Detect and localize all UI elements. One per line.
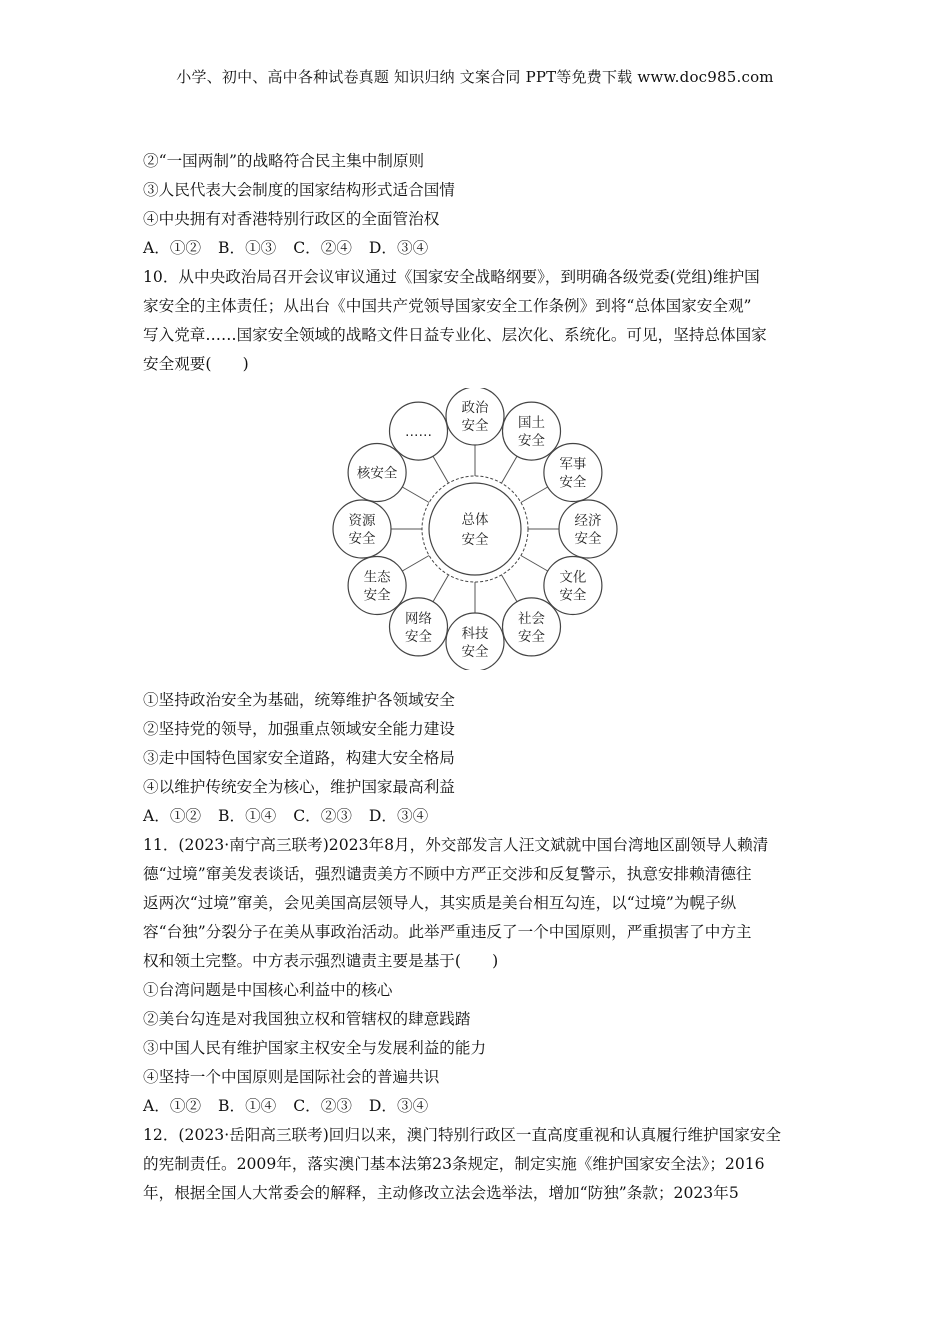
q12-stem-line: 的宪制责任。2009年，落实澳门基本法第23条规定，制定实施《维护国家安全法》；2016 — [143, 1155, 765, 1173]
q11-option-3: ③中国人民有维护国家主权安全与发展利益的能力 — [143, 1039, 487, 1057]
diagram-node-circle — [333, 500, 391, 558]
q10-option-1: ①坚持政治安全为基础，统筹维护各领域安全 — [143, 691, 455, 709]
diagram-node-label: 安全 — [461, 644, 489, 660]
center-label-line2: 安全 — [461, 532, 489, 548]
q9-answer-c: C．②④ — [293, 239, 352, 257]
q10-stem-line: 10．从中央政治局召开会议审议通过《国家安全战略纲要》，到明确各级党委(党组)维护国 — [143, 268, 760, 286]
diagram-node-label: 军事 — [559, 456, 587, 473]
q11-stem-line: 11．(2023·南宁高三联考)2023年8月，外交部发言人汪文斌就中国台湾地区副领导人赖清 — [143, 836, 769, 854]
diagram-spoke — [402, 556, 429, 572]
diagram-node-label: 安全 — [559, 587, 587, 604]
q10-stem-line: 安全观要( ) — [143, 355, 249, 373]
diagram-spoke — [502, 575, 518, 602]
q11-stem-line: 德“过境”窜美发表谈话，强烈谴责美方不顾中方严正交涉和反复警示，执意安排赖清德往 — [143, 865, 752, 883]
q10-option-4: ④以维护传统安全为核心，维护国家最高利益 — [143, 778, 455, 796]
diagram-node-label: 安全 — [363, 587, 391, 604]
q9-option-4: ④中央拥有对香港特别行政区的全面管治权 — [143, 210, 440, 228]
diagram-node-label: 安全 — [405, 628, 432, 645]
q11-answer-a: A．①② — [143, 1097, 202, 1115]
q9-answer-a: A．①② — [143, 239, 202, 257]
q11-stem-line: 返两次“过境”窜美，会见美国高层领导人，其实质是美台相互勾连，以“过境”为幌子纵 — [143, 894, 737, 912]
diagram-node-label: …… — [405, 424, 432, 441]
q11-answer-c: C．②③ — [293, 1097, 352, 1115]
q12-stem-line: 12．(2023·岳阳高三联考)回归以来，澳门特别行政区一直高度重视和认真履行维护国家安全 — [143, 1126, 782, 1144]
security-diagram — [325, 388, 625, 670]
diagram-node-label: 经济 — [574, 513, 602, 529]
q11-option-4: ④坚持一个中国原则是国际社会的普遍共识 — [143, 1068, 440, 1086]
q11-answer-b: B．①④ — [218, 1097, 277, 1115]
q12-stem-line: 年，根据全国人大常委会的解释，主动修改立法会选举法，增加“防独”条款；2023年5 — [143, 1184, 739, 1202]
diagram-spoke — [433, 575, 449, 602]
q10-option-2: ②坚持党的领导，加强重点领域安全能力建设 — [143, 720, 455, 738]
diagram-node-circle — [348, 557, 406, 615]
q11-answer-d: D．③④ — [368, 1097, 429, 1115]
diagram-spoke — [433, 456, 449, 483]
diagram-node-circle — [544, 444, 602, 502]
q10-answer-b: B．①④ — [218, 807, 277, 825]
q9-answer-b: B．①③ — [218, 239, 277, 257]
q9-answers — [143, 234, 815, 263]
diagram-spoke — [521, 487, 548, 503]
diagram-node-label: 生态 — [363, 569, 391, 586]
diagram-node-label: 国土 — [518, 415, 545, 432]
q10-answer-d: D．③④ — [368, 807, 429, 825]
diagram-node-circle — [544, 557, 602, 615]
q10-answers — [143, 802, 815, 831]
q11-stem-line: 权和领土完整。中方表示强烈谴责主要是基于( ) — [143, 952, 499, 970]
q9-option-2: ②“一国两制”的战略符合民主集中制原则 — [143, 152, 425, 170]
q11-option-2: ②美台勾连是对我国独立权和管辖权的肆意践踏 — [143, 1010, 471, 1028]
diagram-node-label: 安全 — [559, 474, 587, 491]
diagram-node-label: 资源 — [348, 513, 376, 529]
diagram-node-label: 安全 — [518, 433, 545, 450]
diagram-node-label: 科技 — [461, 626, 489, 642]
diagram-node-label: 文化 — [559, 569, 587, 586]
question-block-bottom — [143, 686, 815, 1208]
q10-stem-line: 写入党章……国家安全领域的战略文件日益专业化、层次化、系统化。可见，坚持总体国家 — [143, 326, 767, 344]
diagram-spoke — [402, 487, 429, 503]
diagram-node-label: 核安全 — [356, 465, 398, 482]
diagram-node-label: 社会 — [518, 610, 545, 627]
diagram-node-label: 网络 — [405, 610, 432, 627]
diagram-spoke — [502, 456, 518, 483]
q11-answers — [143, 1092, 815, 1121]
q11-stem-line: 容“台独”分裂分子在美从事政治活动。此举严重违反了一个中国原则，严重损害了中方主 — [143, 923, 752, 941]
diagram-node-label: 安全 — [574, 531, 602, 547]
q10-option-3: ③走中国特色国家安全道路，构建大安全格局 — [143, 749, 455, 767]
center-circle — [429, 483, 521, 575]
diagram-node-label: 政治 — [461, 400, 489, 416]
diagram-spoke — [521, 556, 548, 572]
question-block-top — [143, 147, 815, 379]
q11-option-1: ①台湾问题是中国核心利益中的核心 — [143, 981, 393, 999]
q9-option-3: ③人民代表大会制度的国家结构形式适合国情 — [143, 181, 455, 199]
q10-answer-c: C．②③ — [293, 807, 352, 825]
diagram-node-circle — [446, 388, 504, 445]
diagram-node-label: 安全 — [518, 628, 545, 645]
page-header: 小学、初中、高中各种试卷真题 知识归纳 文案合同 PPT等免费下载 www.doc985.com — [176, 68, 774, 86]
q10-answer-a: A．①② — [143, 807, 202, 825]
center-label-line1: 总体 — [461, 512, 489, 528]
q9-answer-d: D．③④ — [368, 239, 429, 257]
q10-stem-line: 家安全的主体责任；从出台《中国共产党领导国家安全工作条例》到将“总体国家安全观” — [143, 297, 752, 315]
diagram-node-circle — [559, 500, 617, 558]
diagram-node-label: 安全 — [348, 531, 376, 547]
diagram-node-label: 安全 — [461, 418, 489, 434]
